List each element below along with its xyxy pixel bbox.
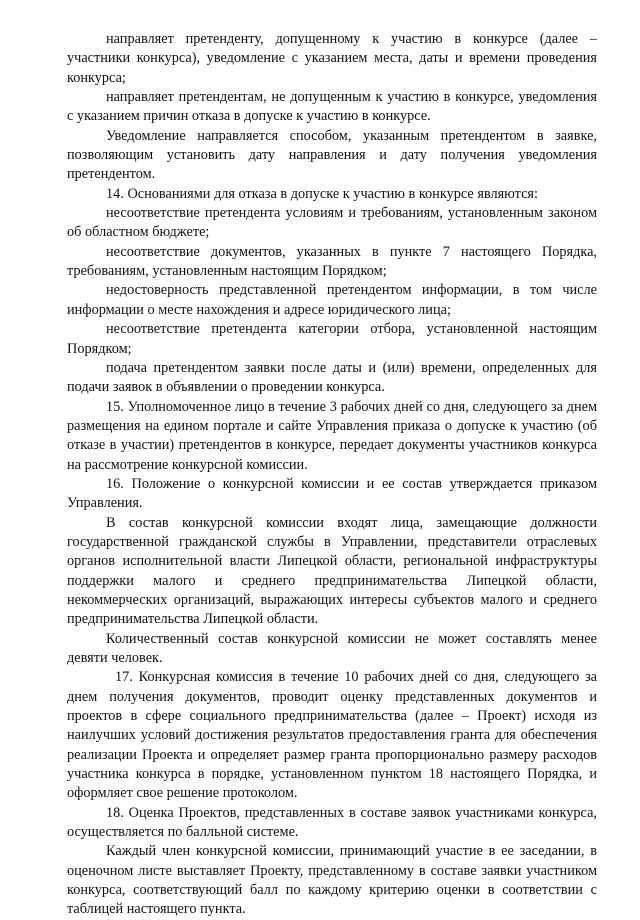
paragraph-notice-rejected: направляет претендентам, не допущенным к участию в конкурсе, уведомления с указанием причин отказа в допуске к участию в конкурсе. bbox=[67, 89, 597, 125]
document-page bbox=[67, 30, 597, 920]
paragraph-commission-members: В состав конкурсной комиссии входят лица, замещающие должности государственной гражданской службы в Управлении, представители отраслевых органов исполнительной власти Липецкой области, региональной инфраструктуры поддержки малого и среднего предпринимательства Липецкой области, некоммерческих организаций, выражающих интересы субъектов малого и среднего предпринимательства Липецкой области. bbox=[67, 514, 597, 628]
paragraph-refusal-reason-3: недостоверность представленной претендентом информации, в том числе информации о месте нахождения и адресе юридического лица; bbox=[67, 282, 597, 318]
paragraph-refusal-reason-2: несоответствие документов, указанных в пункте 7 настоящего Порядка, требованиям, установленным настоящим Порядком; bbox=[67, 243, 597, 280]
paragraph-item-16: 16. Положение о конкурсной комиссии и ее состав утверждается приказом Управления. bbox=[67, 475, 597, 512]
paragraph-refusal-reason-4: несоответствие претендента категории отбора, установленной настоящим Порядком; bbox=[67, 321, 597, 357]
paragraph-refusal-reason-1: несоответствие претендента условиям и требованиям, установленным законом об областном бюджете; bbox=[67, 205, 597, 241]
paragraph-item-18: 18. Оценка Проектов, представленных в составе заявок участниками конкурса, осуществляется по балльной системе. bbox=[67, 804, 597, 841]
paragraph-notice-method: Уведомление направляется способом, указанным претендентом в заявке, позволяющим установить дату направления и дату получения уведомления претендентом. bbox=[67, 127, 597, 183]
paragraph-commission-size: Количественный состав конкурсной комиссии не может составлять менее девяти человек. bbox=[67, 630, 597, 666]
paragraph-item-15: 15. Уполномоченное лицо в течение 3 рабочих дней со дня, следующего за днем размещения на едином портале и сайте Управления приказа о допуске к участию (об отказе в участии) претендентов в конкурсе, передает документы участников конкурса на рассмотрение конкурсной комиссии. bbox=[67, 398, 597, 473]
paragraph-commission-scoring: Каждый член конкурсной комиссии, принимающий участие в ее заседании, в оценочном листе выставляет Проекту, представленному в составе заявки участником конкурса, соответствующий балл по каждому критерию оценки в соответствии с таблицей настоящего пункта. bbox=[67, 843, 597, 918]
paragraph-refusal-reason-5: подача претендентом заявки после даты и (или) времени, определенных для подачи заявок в объявлении о проведении конкурса. bbox=[67, 359, 597, 396]
paragraph-item-14: 14. Основаниями для отказа в допуске к участию в конкурсе являются: bbox=[106, 185, 538, 202]
paragraph-item-17: 17. Конкурсная комиссия в течение 10 рабочих дней со дня, следующего за днем получения документов, проводит оценку представленных документов и проектов в сфере социального предпринимательства (далее – Проект) исходя из наилучших условий достижения результатов предоставления гранта для обеспечения реализации Проекта и определяет размер гранта пропорционально размеру расходов участника конкурса в порядке, установленном пунктом 18 настоящего Порядка, и оформляет свое решение протоколом. bbox=[67, 669, 597, 802]
paragraph-notice-admitted: направляет претенденту, допущенному к участию в конкурсе (далее – участники конкурса), уведомление с указанием места, даты и времени проведения конкурса; bbox=[67, 31, 597, 86]
